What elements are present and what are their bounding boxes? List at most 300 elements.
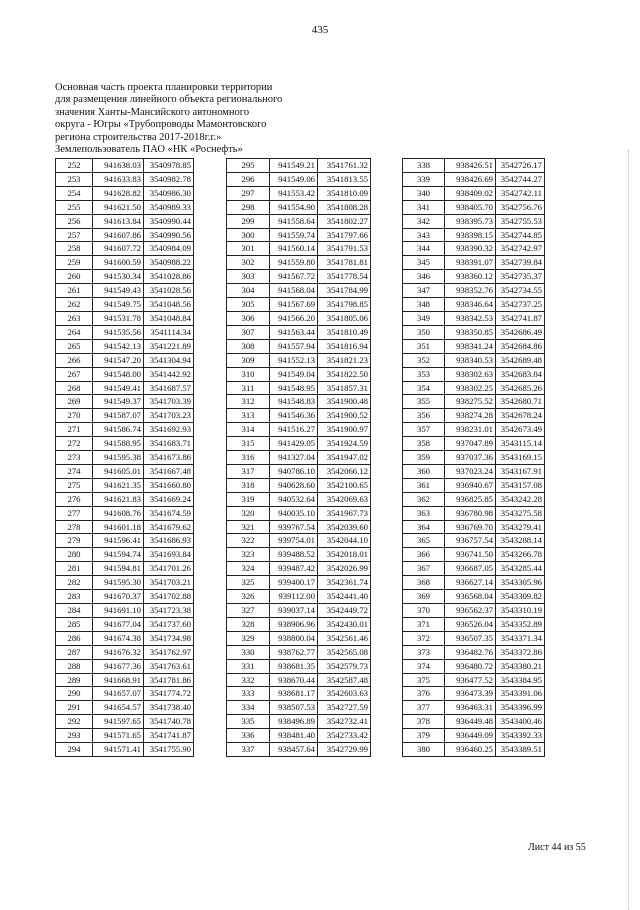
x-coordinate-cell: 941531.78 [93,311,144,325]
y-coordinate-cell: 3543242.28 [496,492,545,506]
y-coordinate-cell: 3543310.19 [496,604,545,618]
point-number-cell: 343 [403,228,445,242]
table-row [56,659,194,673]
x-coordinate-cell: 936463.31 [445,701,496,715]
table-row [227,715,371,729]
x-coordinate-cell: 941563.44 [270,325,318,339]
point-number-cell: 340 [403,186,445,200]
table-row [56,353,194,367]
point-number-cell: 256 [56,214,93,228]
x-coordinate-cell: 936460.25 [445,743,496,757]
point-number-cell: 280 [56,548,93,562]
coordinates-table-1 [55,158,194,757]
point-number-cell: 278 [56,520,93,534]
table-row [403,353,545,367]
title-line: региона строительства 2017-2018г.г.» [55,131,222,143]
x-coordinate-cell: 938346.64 [445,298,496,312]
x-coordinate-cell: 940786.10 [270,464,318,478]
y-coordinate-cell: 3542680.71 [496,395,545,409]
point-number-cell: 321 [227,520,270,534]
x-coordinate-cell: 938906.96 [270,617,318,631]
table-row [56,339,194,353]
x-coordinate-cell: 941549.43 [93,284,144,298]
point-number-cell: 292 [56,715,93,729]
y-coordinate-cell: 3542742.97 [496,242,545,256]
point-number-cell: 266 [56,353,93,367]
x-coordinate-cell: 941587.07 [93,409,144,423]
point-number-cell: 302 [227,256,270,270]
table-row [227,576,371,590]
y-coordinate-cell: 3542734.55 [496,284,545,298]
x-coordinate-cell: 936741.50 [445,548,496,562]
table-row [56,701,194,715]
x-coordinate-cell: 941559.80 [270,256,318,270]
y-coordinate-cell: 3541761.32 [318,159,371,173]
table-row [56,687,194,701]
x-coordinate-cell: 938507.53 [270,701,318,715]
y-coordinate-cell: 3540982.78 [144,172,194,186]
table-row [227,451,371,465]
y-coordinate-cell: 3543371.34 [496,631,545,645]
table-row [403,451,545,465]
table-row [227,200,371,214]
x-coordinate-cell: 941549.21 [270,159,318,173]
table-row [227,631,371,645]
y-coordinate-cell: 3541900.97 [318,423,371,437]
table-row [403,172,545,186]
x-coordinate-cell: 941568.04 [270,284,318,298]
table-row [403,381,545,395]
point-number-cell: 296 [227,172,270,186]
table-row [403,478,545,492]
y-coordinate-cell: 3542726.17 [496,159,545,173]
table-row [227,659,371,673]
y-coordinate-cell: 3542744.27 [496,172,545,186]
point-number-cell: 272 [56,437,93,451]
point-number-cell: 379 [403,729,445,743]
x-coordinate-cell: 941530.34 [93,270,144,284]
point-number-cell: 374 [403,659,445,673]
point-number-cell: 301 [227,242,270,256]
y-coordinate-cell: 3543169.15 [496,451,545,465]
x-coordinate-cell: 936757.54 [445,534,496,548]
table-row [227,409,371,423]
y-coordinate-cell: 3541810.09 [318,186,371,200]
table-row [56,186,194,200]
table-row [227,339,371,353]
table-row [56,590,194,604]
table-row [227,256,371,270]
table-row [403,367,545,381]
x-coordinate-cell: 941571.65 [93,729,144,743]
y-coordinate-cell: 3542689.48 [496,353,545,367]
x-coordinate-cell: 938360.12 [445,270,496,284]
table-row [227,562,371,576]
y-coordinate-cell: 3541687.57 [144,381,194,395]
point-number-cell: 281 [56,562,93,576]
x-coordinate-cell: 936480.72 [445,659,496,673]
x-coordinate-cell: 941654.57 [93,701,144,715]
point-number-cell: 255 [56,200,93,214]
table-row [403,298,545,312]
table-row [56,325,194,339]
y-coordinate-cell: 3543305.96 [496,576,545,590]
y-coordinate-cell: 3543400.46 [496,715,545,729]
y-coordinate-cell: 3541900.48 [318,395,371,409]
x-coordinate-cell: 937023.24 [445,464,496,478]
x-coordinate-cell: 936769.70 [445,520,496,534]
table-row [56,604,194,618]
x-coordinate-cell: 938496.89 [270,715,318,729]
point-number-cell: 258 [56,242,93,256]
x-coordinate-cell: 936627.14 [445,576,496,590]
point-number-cell: 373 [403,645,445,659]
table-row [403,325,545,339]
table-row [227,186,371,200]
table-row [227,298,371,312]
y-coordinate-cell: 3541762.97 [144,645,194,659]
point-number-cell: 279 [56,534,93,548]
y-coordinate-cell: 3543396.99 [496,701,545,715]
table-row [56,298,194,312]
x-coordinate-cell: 937037.36 [445,451,496,465]
table-row [227,534,371,548]
x-coordinate-cell: 941553.42 [270,186,318,200]
y-coordinate-cell: 3543392.33 [496,729,545,743]
table-row [56,367,194,381]
x-coordinate-cell: 938275.52 [445,395,496,409]
point-number-cell: 348 [403,298,445,312]
point-number-cell: 372 [403,631,445,645]
coordinates-table-2 [226,158,371,757]
x-coordinate-cell: 941621.83 [93,492,144,506]
x-coordinate-cell: 941588.95 [93,437,144,451]
point-number-cell: 352 [403,353,445,367]
point-number-cell: 305 [227,298,270,312]
table-row [227,673,371,687]
point-number-cell: 307 [227,325,270,339]
y-coordinate-cell: 3541703.21 [144,576,194,590]
x-coordinate-cell: 941516.27 [270,423,318,437]
y-coordinate-cell: 3540978.85 [144,159,194,173]
x-coordinate-cell: 941566.20 [270,311,318,325]
x-coordinate-cell: 941607.86 [93,228,144,242]
y-coordinate-cell: 3541781.86 [144,673,194,687]
x-coordinate-cell: 941638.03 [93,159,144,173]
y-coordinate-cell: 3543309.82 [496,590,545,604]
point-number-cell: 274 [56,464,93,478]
x-coordinate-cell: 938409.02 [445,186,496,200]
point-number-cell: 353 [403,367,445,381]
x-coordinate-cell: 941605.01 [93,464,144,478]
point-number-cell: 328 [227,617,270,631]
table-row [403,673,545,687]
table-row [227,492,371,506]
table-row [403,186,545,200]
point-number-cell: 286 [56,631,93,645]
table-row [403,520,545,534]
table-row [403,687,545,701]
table-row [227,520,371,534]
y-coordinate-cell: 3541701.26 [144,562,194,576]
table-row [56,270,194,284]
x-coordinate-cell: 941595.30 [93,576,144,590]
table-row [403,284,545,298]
x-coordinate-cell: 941594.74 [93,548,144,562]
x-coordinate-cell: 941548.95 [270,381,318,395]
x-coordinate-cell: 941549.04 [270,367,318,381]
x-coordinate-cell: 938398.15 [445,228,496,242]
y-coordinate-cell: 3543389.51 [496,743,545,757]
y-coordinate-cell: 3541797.66 [318,228,371,242]
x-coordinate-cell: 941557.94 [270,339,318,353]
page-edge-decoration [628,150,630,910]
x-coordinate-cell: 938350.85 [445,325,496,339]
table-row [403,506,545,520]
table-row [403,590,545,604]
y-coordinate-cell: 3541802.27 [318,214,371,228]
y-coordinate-cell: 3543167.91 [496,464,545,478]
point-number-cell: 300 [227,228,270,242]
y-coordinate-cell: 3542603.63 [318,687,371,701]
table-row [403,548,545,562]
y-coordinate-cell: 3541692.93 [144,423,194,437]
point-number-cell: 267 [56,367,93,381]
point-number-cell: 359 [403,451,445,465]
x-coordinate-cell: 938274.28 [445,409,496,423]
point-number-cell: 290 [56,687,93,701]
table-row [56,520,194,534]
y-coordinate-cell: 3541667.48 [144,464,194,478]
coordinates-table-3 [402,158,545,757]
point-number-cell: 289 [56,673,93,687]
point-number-cell: 367 [403,562,445,576]
x-coordinate-cell: 938302.25 [445,381,496,395]
point-number-cell: 268 [56,381,93,395]
table-row [227,311,371,325]
x-coordinate-cell: 940532.64 [270,492,318,506]
table-row [403,729,545,743]
x-coordinate-cell: 941596.41 [93,534,144,548]
x-coordinate-cell: 941608.76 [93,506,144,520]
y-coordinate-cell: 3542755.53 [496,214,545,228]
y-coordinate-cell: 3543266.78 [496,548,545,562]
x-coordinate-cell: 938395.73 [445,214,496,228]
x-coordinate-cell: 940628.60 [270,478,318,492]
table-row [403,214,545,228]
table-row [403,228,545,242]
point-number-cell: 341 [403,200,445,214]
y-coordinate-cell: 3542744.85 [496,228,545,242]
x-coordinate-cell: 937047.89 [445,437,496,451]
point-number-cell: 364 [403,520,445,534]
table-row [227,395,371,409]
point-number-cell: 363 [403,506,445,520]
point-number-cell: 282 [56,576,93,590]
table-row [403,645,545,659]
point-number-cell: 331 [227,659,270,673]
point-number-cell: 344 [403,242,445,256]
point-number-cell: 269 [56,395,93,409]
table-row [227,604,371,618]
y-coordinate-cell: 3542742.11 [496,186,545,200]
point-number-cell: 335 [227,715,270,729]
table-row [403,395,545,409]
x-coordinate-cell: 941549.75 [93,298,144,312]
table-row [403,631,545,645]
point-number-cell: 371 [403,617,445,631]
point-number-cell: 314 [227,423,270,437]
y-coordinate-cell: 3542565.08 [318,645,371,659]
y-coordinate-cell: 3541660.80 [144,478,194,492]
y-coordinate-cell: 3540984.09 [144,242,194,256]
table-row [56,172,194,186]
x-coordinate-cell: 941560.14 [270,242,318,256]
y-coordinate-cell: 3541924.59 [318,437,371,451]
point-number-cell: 264 [56,325,93,339]
table-row [227,464,371,478]
point-number-cell: 380 [403,743,445,757]
y-coordinate-cell: 3542735.37 [496,270,545,284]
point-number-cell: 316 [227,451,270,465]
point-number-cell: 311 [227,381,270,395]
table-row [227,729,371,743]
point-number-cell: 342 [403,214,445,228]
x-coordinate-cell: 941668.91 [93,673,144,687]
point-number-cell: 366 [403,548,445,562]
x-coordinate-cell: 938762.77 [270,645,318,659]
y-coordinate-cell: 3542729.99 [318,743,371,757]
y-coordinate-cell: 3541822.50 [318,367,371,381]
table-row [56,437,194,451]
x-coordinate-cell: 938390.32 [445,242,496,256]
table-row [403,339,545,353]
point-number-cell: 369 [403,590,445,604]
y-coordinate-cell: 3543157.08 [496,478,545,492]
table-row [403,464,545,478]
table-row [56,284,194,298]
y-coordinate-cell: 3541028.56 [144,284,194,298]
table-row [56,631,194,645]
x-coordinate-cell: 941621.35 [93,478,144,492]
table-row [227,478,371,492]
y-coordinate-cell: 3541857.31 [318,381,371,395]
point-number-cell: 327 [227,604,270,618]
y-coordinate-cell: 3542039.60 [318,520,371,534]
y-coordinate-cell: 3542685.26 [496,381,545,395]
point-number-cell: 346 [403,270,445,284]
point-number-cell: 260 [56,270,93,284]
y-coordinate-cell: 3541686.93 [144,534,194,548]
y-coordinate-cell: 3541805.06 [318,311,371,325]
point-number-cell: 323 [227,548,270,562]
point-number-cell: 288 [56,659,93,673]
x-coordinate-cell: 938352.76 [445,284,496,298]
point-number-cell: 310 [227,367,270,381]
x-coordinate-cell: 941586.74 [93,423,144,437]
point-number-cell: 253 [56,172,93,186]
y-coordinate-cell: 3541900.52 [318,409,371,423]
y-coordinate-cell: 3541221.89 [144,339,194,353]
y-coordinate-cell: 3541740.78 [144,715,194,729]
y-coordinate-cell: 3542044.10 [318,534,371,548]
table-row [403,311,545,325]
point-number-cell: 295 [227,159,270,173]
x-coordinate-cell: 936562.37 [445,604,496,618]
point-number-cell: 337 [227,743,270,757]
table-row [56,451,194,465]
table-row [227,284,371,298]
y-coordinate-cell: 3542561.46 [318,631,371,645]
x-coordinate-cell: 941567.69 [270,298,318,312]
point-number-cell: 324 [227,562,270,576]
table-row [227,367,371,381]
point-number-cell: 261 [56,284,93,298]
table-row [56,200,194,214]
y-coordinate-cell: 3540990.44 [144,214,194,228]
x-coordinate-cell: 936825.85 [445,492,496,506]
point-number-cell: 354 [403,381,445,395]
point-number-cell: 351 [403,339,445,353]
y-coordinate-cell: 3541813.55 [318,172,371,186]
y-coordinate-cell: 3542430.01 [318,617,371,631]
table-row [56,228,194,242]
x-coordinate-cell: 936568.04 [445,590,496,604]
table-row [403,604,545,618]
x-coordinate-cell: 941547.20 [93,353,144,367]
point-number-cell: 332 [227,673,270,687]
x-coordinate-cell: 936687.05 [445,562,496,576]
x-coordinate-cell: 939487.42 [270,562,318,576]
point-number-cell: 276 [56,492,93,506]
sheet-number: Лист 44 из 55 [528,842,586,853]
y-coordinate-cell: 3542733.42 [318,729,371,743]
table-row [56,562,194,576]
point-number-cell: 368 [403,576,445,590]
table-row [403,492,545,506]
point-number-cell: 345 [403,256,445,270]
x-coordinate-cell: 938341.24 [445,339,496,353]
y-coordinate-cell: 3542449.72 [318,604,371,618]
table-row [227,159,371,173]
x-coordinate-cell: 939037.14 [270,604,318,618]
point-number-cell: 298 [227,200,270,214]
table-row [227,172,371,186]
y-coordinate-cell: 3541442.92 [144,367,194,381]
point-number-cell: 347 [403,284,445,298]
point-number-cell: 357 [403,423,445,437]
y-coordinate-cell: 3541737.60 [144,617,194,631]
x-coordinate-cell: 938342.53 [445,311,496,325]
table-row [56,381,194,395]
y-coordinate-cell: 3543391.06 [496,687,545,701]
y-coordinate-cell: 3543285.44 [496,562,545,576]
y-coordinate-cell: 3542683.04 [496,367,545,381]
x-coordinate-cell: 941327.04 [270,451,318,465]
point-number-cell: 318 [227,478,270,492]
table-row [403,617,545,631]
y-coordinate-cell: 3540990.56 [144,228,194,242]
y-coordinate-cell: 3542686.49 [496,325,545,339]
y-coordinate-cell: 3542684.86 [496,339,545,353]
y-coordinate-cell: 3542741.87 [496,311,545,325]
table-row [403,409,545,423]
point-number-cell: 283 [56,590,93,604]
point-number-cell: 285 [56,617,93,631]
y-coordinate-cell: 3541114.34 [144,325,194,339]
x-coordinate-cell: 941621.50 [93,200,144,214]
table-row [56,743,194,757]
